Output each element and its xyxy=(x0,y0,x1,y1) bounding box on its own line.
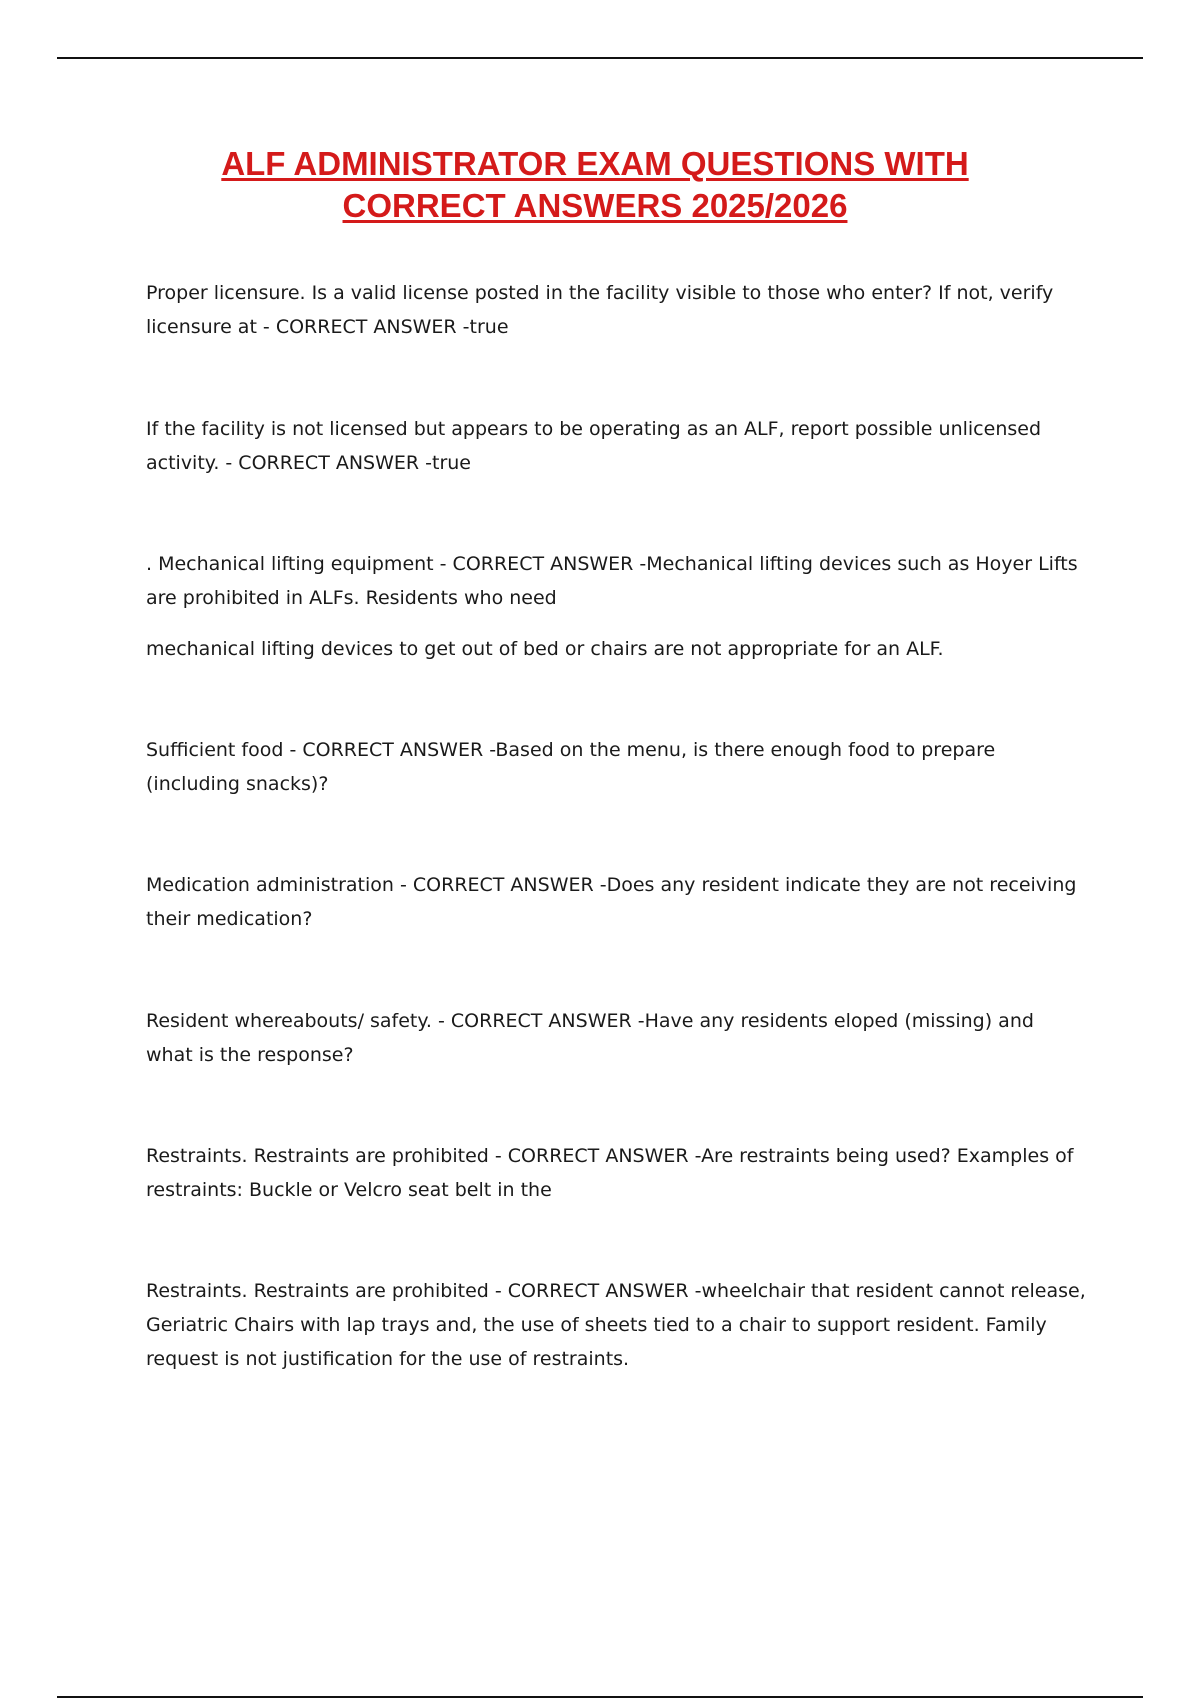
title-line-2: CORRECT ANSWERS 2025/2026 xyxy=(342,187,848,224)
bottom-rule xyxy=(57,1696,1143,1698)
entry-unlicensed-activity: If the facility is not licensed but appears to be operating as an ALF, report possible unlicensed activity. - CORRECT ANSWER -true xyxy=(146,418,1042,474)
document-title xyxy=(140,143,1050,227)
entry-restraints-2: Restraints. Restraints are prohibited - CORRECT ANSWER -wheelchair that resident cannot release, Geriatric Chairs with lap trays and, the use of sheets tied to a chair to support resident. Family request is not justification for the use of restraints. xyxy=(146,1280,1086,1370)
entry-restraints-1: Restraints. Restraints are prohibited - CORRECT ANSWER -Are restraints being used? Examples of restraints: Buckle or Velcro seat belt in the xyxy=(146,1145,1074,1201)
entry-mechanical-lifting-continued: mechanical lifting devices to get out of bed or chairs are not appropriate for an ALF. xyxy=(146,638,944,660)
entry-sufficient-food: Sufficient food - CORRECT ANSWER -Based on the menu, is there enough food to prepare (including snacks)? xyxy=(146,739,996,795)
top-rule xyxy=(57,57,1143,59)
entry-mechanical-lifting: . Mechanical lifting equipment - CORRECT ANSWER -Mechanical lifting devices such as Hoyer Lifts are prohibited in ALFs. Residents who need xyxy=(146,553,1078,609)
entry-proper-licensure: Proper licensure. Is a valid license posted in the facility visible to those who enter? If not, verify licensure at - CORRECT ANSWER -true xyxy=(146,282,1054,338)
title-line-1: ALF ADMINISTRATOR EXAM QUESTIONS WITH xyxy=(221,145,969,182)
entry-resident-whereabouts: Resident whereabouts/ safety. - CORRECT ANSWER -Have any residents eloped (missing) and what is the response? xyxy=(146,1010,1034,1066)
entry-medication-administration: Medication administration - CORRECT ANSWER -Does any resident indicate they are not receiving their medication? xyxy=(146,874,1077,930)
